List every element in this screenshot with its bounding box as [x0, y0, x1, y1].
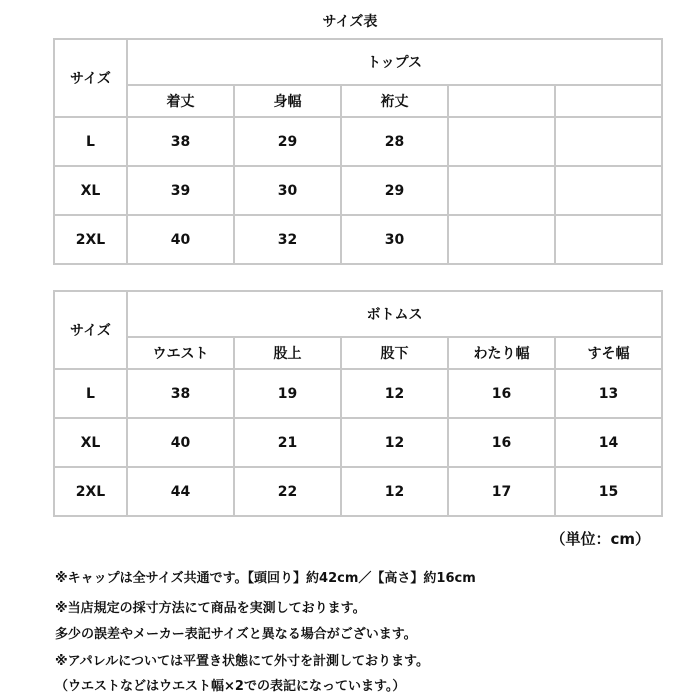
- value-cell: 13: [555, 369, 662, 418]
- note-waist: （ウエストなどはウエスト幅×2での表記になっています。）: [55, 679, 406, 694]
- value-cell: 12: [341, 467, 448, 516]
- tops-size-table: [53, 38, 663, 265]
- column-header: 股下: [341, 337, 448, 369]
- column-header: 股上: [234, 337, 341, 369]
- value-cell: [448, 166, 555, 215]
- table-row: [54, 467, 662, 516]
- size-cell: XL: [54, 418, 127, 467]
- value-cell: [448, 215, 555, 264]
- column-header: [448, 85, 555, 117]
- value-cell: [555, 215, 662, 264]
- value-cell: 19: [234, 369, 341, 418]
- value-cell: 21: [234, 418, 341, 467]
- unit-label: （単位：cm）: [550, 530, 650, 548]
- size-cell: L: [54, 117, 127, 166]
- value-cell: 40: [127, 418, 234, 467]
- column-header: 裄丈: [341, 85, 448, 117]
- size-cell: 2XL: [54, 215, 127, 264]
- size-header: サイズ: [54, 39, 127, 117]
- value-cell: 38: [127, 117, 234, 166]
- value-cell: 38: [127, 369, 234, 418]
- value-cell: 29: [234, 117, 341, 166]
- table-row: [54, 369, 662, 418]
- bottoms-size-table: [53, 290, 663, 517]
- table-row: [54, 117, 662, 166]
- column-header: すそ幅: [555, 337, 662, 369]
- table-row: [54, 418, 662, 467]
- value-cell: 40: [127, 215, 234, 264]
- value-cell: 39: [127, 166, 234, 215]
- value-cell: [555, 166, 662, 215]
- value-cell: 29: [341, 166, 448, 215]
- value-cell: 12: [341, 418, 448, 467]
- value-cell: [555, 117, 662, 166]
- value-cell: 15: [555, 467, 662, 516]
- value-cell: 44: [127, 467, 234, 516]
- value-cell: 30: [234, 166, 341, 215]
- table-row: [54, 166, 662, 215]
- value-cell: 17: [448, 467, 555, 516]
- note-apparel: ※アパレルについては平置き状態にて外寸を計測しております。: [55, 654, 429, 669]
- value-cell: 32: [234, 215, 341, 264]
- size-cell: L: [54, 369, 127, 418]
- value-cell: 28: [341, 117, 448, 166]
- value-cell: 16: [448, 369, 555, 418]
- column-header: わたり幅: [448, 337, 555, 369]
- value-cell: 14: [555, 418, 662, 467]
- note-cap: ※キャップは全サイズ共通です。【頭回り】約42cm／【高さ】約16cm: [55, 571, 476, 586]
- column-header: [555, 85, 662, 117]
- table-row: [54, 215, 662, 264]
- value-cell: 16: [448, 418, 555, 467]
- tops-group-header: トップス: [127, 39, 662, 85]
- note-variance: 多少の誤差やメーカー表記サイズと異なる場合がございます。: [55, 627, 417, 642]
- size-cell: XL: [54, 166, 127, 215]
- value-cell: [448, 117, 555, 166]
- column-header: ウエスト: [127, 337, 234, 369]
- bottoms-group-header: ボトムス: [127, 291, 662, 337]
- note-measurement: ※当店規定の採寸方法にて商品を実測しております。: [55, 601, 366, 616]
- page-title: サイズ表: [322, 14, 378, 30]
- column-header: 身幅: [234, 85, 341, 117]
- size-header: サイズ: [54, 291, 127, 369]
- value-cell: 30: [341, 215, 448, 264]
- size-cell: 2XL: [54, 467, 127, 516]
- value-cell: 12: [341, 369, 448, 418]
- value-cell: 22: [234, 467, 341, 516]
- column-header: 着丈: [127, 85, 234, 117]
